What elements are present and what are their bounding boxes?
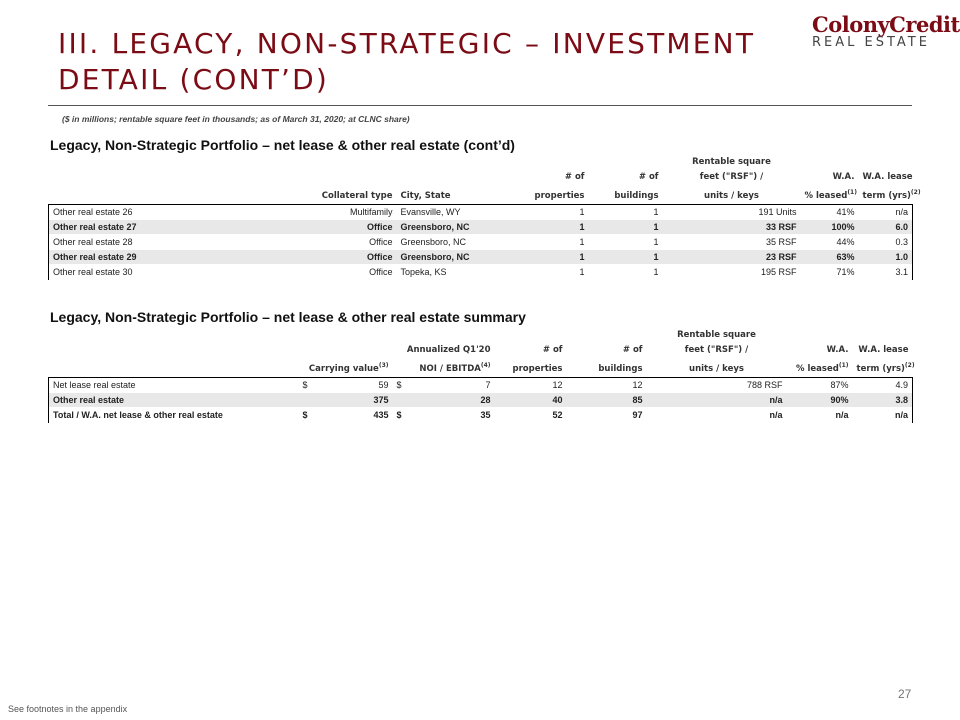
summary-table-body xyxy=(49,377,913,422)
detail-table xyxy=(48,155,921,280)
row-name: Other real estate 30 xyxy=(49,264,285,279)
logo-wordmark: ColonyCredit xyxy=(812,12,960,37)
row-rsf: 33 RSF xyxy=(663,219,801,234)
row-carrying-value: 435 xyxy=(311,407,393,422)
header-collateral-type: Collateral type xyxy=(321,190,393,201)
summary-header-carrying: Carrying value$^{(3)}$ xyxy=(308,362,389,374)
row-city-state: Topeka, KS xyxy=(397,264,507,279)
row-properties: 1 xyxy=(507,219,589,234)
summary-table-header xyxy=(49,328,913,377)
table-row xyxy=(49,234,913,249)
row-name: Other real estate xyxy=(49,392,299,407)
row-carrying-value: 375 xyxy=(311,392,393,407)
row-noi: 28 xyxy=(405,392,495,407)
row-carrying-currency: $ xyxy=(299,377,311,392)
page-title-line-2: DETAIL (CONT’D) xyxy=(58,63,330,96)
row-properties: 52 xyxy=(495,407,567,422)
summary-header-term-2: term (yrs)$^{(2)}$ xyxy=(856,362,915,374)
row-leased: 44% xyxy=(801,234,859,249)
row-collateral-type: Office xyxy=(285,219,397,234)
section-title-detail: Legacy, Non-Strategic Portfolio – net lease & other real estate (cont’d) xyxy=(50,137,515,153)
row-collateral-type: Office xyxy=(285,234,397,249)
row-noi: 7 xyxy=(405,377,495,392)
row-term: n/a xyxy=(859,204,913,219)
table-row xyxy=(49,377,913,392)
row-properties: 1 xyxy=(507,264,589,279)
summary-table xyxy=(48,328,913,423)
summary-header-term-1: W.A. lease xyxy=(858,345,909,355)
summary-header-leased-2: % leased$^{(1)}$ xyxy=(796,362,849,374)
row-properties: 1 xyxy=(507,234,589,249)
table-row xyxy=(49,204,913,219)
table-row xyxy=(49,219,913,234)
row-rsf: n/a xyxy=(647,407,787,422)
header-term-1: W.A. lease xyxy=(862,172,913,182)
header-divider xyxy=(48,105,912,106)
header-buildings-2: buildings xyxy=(614,190,659,201)
header-rsf-2: feet ("RSF") / xyxy=(699,172,764,182)
table-row xyxy=(49,392,913,407)
row-term: 4.9 xyxy=(853,377,913,392)
row-term: 3.8 xyxy=(853,392,913,407)
header-properties-1: # of xyxy=(564,172,585,182)
row-properties: 40 xyxy=(495,392,567,407)
row-properties: 12 xyxy=(495,377,567,392)
row-term: 1.0 xyxy=(859,249,913,264)
row-carrying-currency xyxy=(299,392,311,407)
row-buildings: 1 xyxy=(589,204,663,219)
row-term: 6.0 xyxy=(859,219,913,234)
row-properties: 1 xyxy=(507,249,589,264)
row-noi-currency xyxy=(393,392,405,407)
header-properties-2: properties xyxy=(534,190,585,201)
units-note: ($ in millions; rentable square feet in thousands; as of March 31, 2020; at CLNC share) xyxy=(62,114,410,124)
row-buildings: 1 xyxy=(589,219,663,234)
row-leased: 63% xyxy=(801,249,859,264)
row-term: 3.1 xyxy=(859,264,913,279)
row-name: Net lease real estate xyxy=(49,377,299,392)
header-leased-1: W.A. xyxy=(832,172,855,182)
row-buildings: 12 xyxy=(567,377,647,392)
row-collateral-type: Office xyxy=(285,249,397,264)
logo-tagline: REAL ESTATE xyxy=(812,35,930,50)
row-city-state: Evansville, WY xyxy=(397,204,507,219)
summary-header-rsf-3: units / keys xyxy=(689,363,744,374)
row-city-state: Greensboro, NC xyxy=(397,219,507,234)
page-title-line-1: III. LEGACY, NON-STRATEGIC – INVESTMENT xyxy=(58,27,756,60)
row-leased: 71% xyxy=(801,264,859,279)
row-rsf: 35 RSF xyxy=(663,234,801,249)
row-name: Other real estate 26 xyxy=(49,204,285,219)
row-name: Other real estate 28 xyxy=(49,234,285,249)
header-leased-2: % leased$^{(1)}$ xyxy=(804,189,857,201)
summary-header-noi-2: NOI / EBITDA$^{(4)}$ xyxy=(419,362,491,374)
row-collateral-type: Multifamily xyxy=(285,204,397,219)
footnote: See footnotes in the appendix xyxy=(8,704,128,714)
row-buildings: 1 xyxy=(589,234,663,249)
row-noi-currency: $ xyxy=(393,407,405,422)
table-row xyxy=(49,407,913,422)
header-city-state: City, State xyxy=(400,190,451,201)
row-rsf: 788 RSF xyxy=(647,377,787,392)
table-row xyxy=(49,264,913,279)
header-rsf-1: Rentable square xyxy=(692,157,771,167)
company-logo xyxy=(812,12,960,50)
header-term-2: term (yrs)$^{(2)}$ xyxy=(862,189,921,201)
row-term: n/a xyxy=(853,407,913,422)
summary-header-noi-1: Annualized Q1'20 xyxy=(406,345,491,355)
row-carrying-currency: $ xyxy=(299,407,311,422)
row-buildings: 85 xyxy=(567,392,647,407)
detail-table-header xyxy=(49,155,921,204)
detail-table-body xyxy=(49,204,913,279)
summary-header-properties-2: properties xyxy=(512,363,563,374)
section-title-summary: Legacy, Non-Strategic Portfolio – net lease & other real estate summary xyxy=(50,309,526,325)
row-leased: 87% xyxy=(787,377,853,392)
row-term: 0.3 xyxy=(859,234,913,249)
row-leased: 41% xyxy=(801,204,859,219)
row-city-state: Greensboro, NC xyxy=(397,234,507,249)
header-rsf-3: units / keys xyxy=(704,190,759,201)
row-noi-currency: $ xyxy=(393,377,405,392)
header-buildings-1: # of xyxy=(638,172,659,182)
summary-header-rsf-1: Rentable square xyxy=(677,330,756,340)
page-title xyxy=(58,26,778,98)
row-rsf: 191 Units xyxy=(663,204,801,219)
row-name: Other real estate 29 xyxy=(49,249,285,264)
row-leased: n/a xyxy=(787,407,853,422)
row-name: Total / W.A. net lease & other real estate xyxy=(49,407,299,422)
table-row xyxy=(49,249,913,264)
row-noi: 35 xyxy=(405,407,495,422)
row-leased: 100% xyxy=(801,219,859,234)
row-leased: 90% xyxy=(787,392,853,407)
summary-header-rsf-2: feet ("RSF") / xyxy=(684,345,749,355)
row-collateral-type: Office xyxy=(285,264,397,279)
summary-header-buildings-2: buildings xyxy=(598,363,643,374)
summary-header-properties-1: # of xyxy=(542,345,563,355)
row-name: Other real estate 27 xyxy=(49,219,285,234)
row-city-state: Greensboro, NC xyxy=(397,249,507,264)
row-rsf: 23 RSF xyxy=(663,249,801,264)
page-number: 27 xyxy=(898,687,912,701)
row-rsf: 195 RSF xyxy=(663,264,801,279)
row-carrying-value: 59 xyxy=(311,377,393,392)
summary-header-buildings-1: # of xyxy=(622,345,643,355)
row-rsf: n/a xyxy=(647,392,787,407)
row-buildings: 1 xyxy=(589,249,663,264)
row-buildings: 97 xyxy=(567,407,647,422)
row-buildings: 1 xyxy=(589,264,663,279)
summary-header-leased-1: W.A. xyxy=(826,345,849,355)
row-properties: 1 xyxy=(507,204,589,219)
